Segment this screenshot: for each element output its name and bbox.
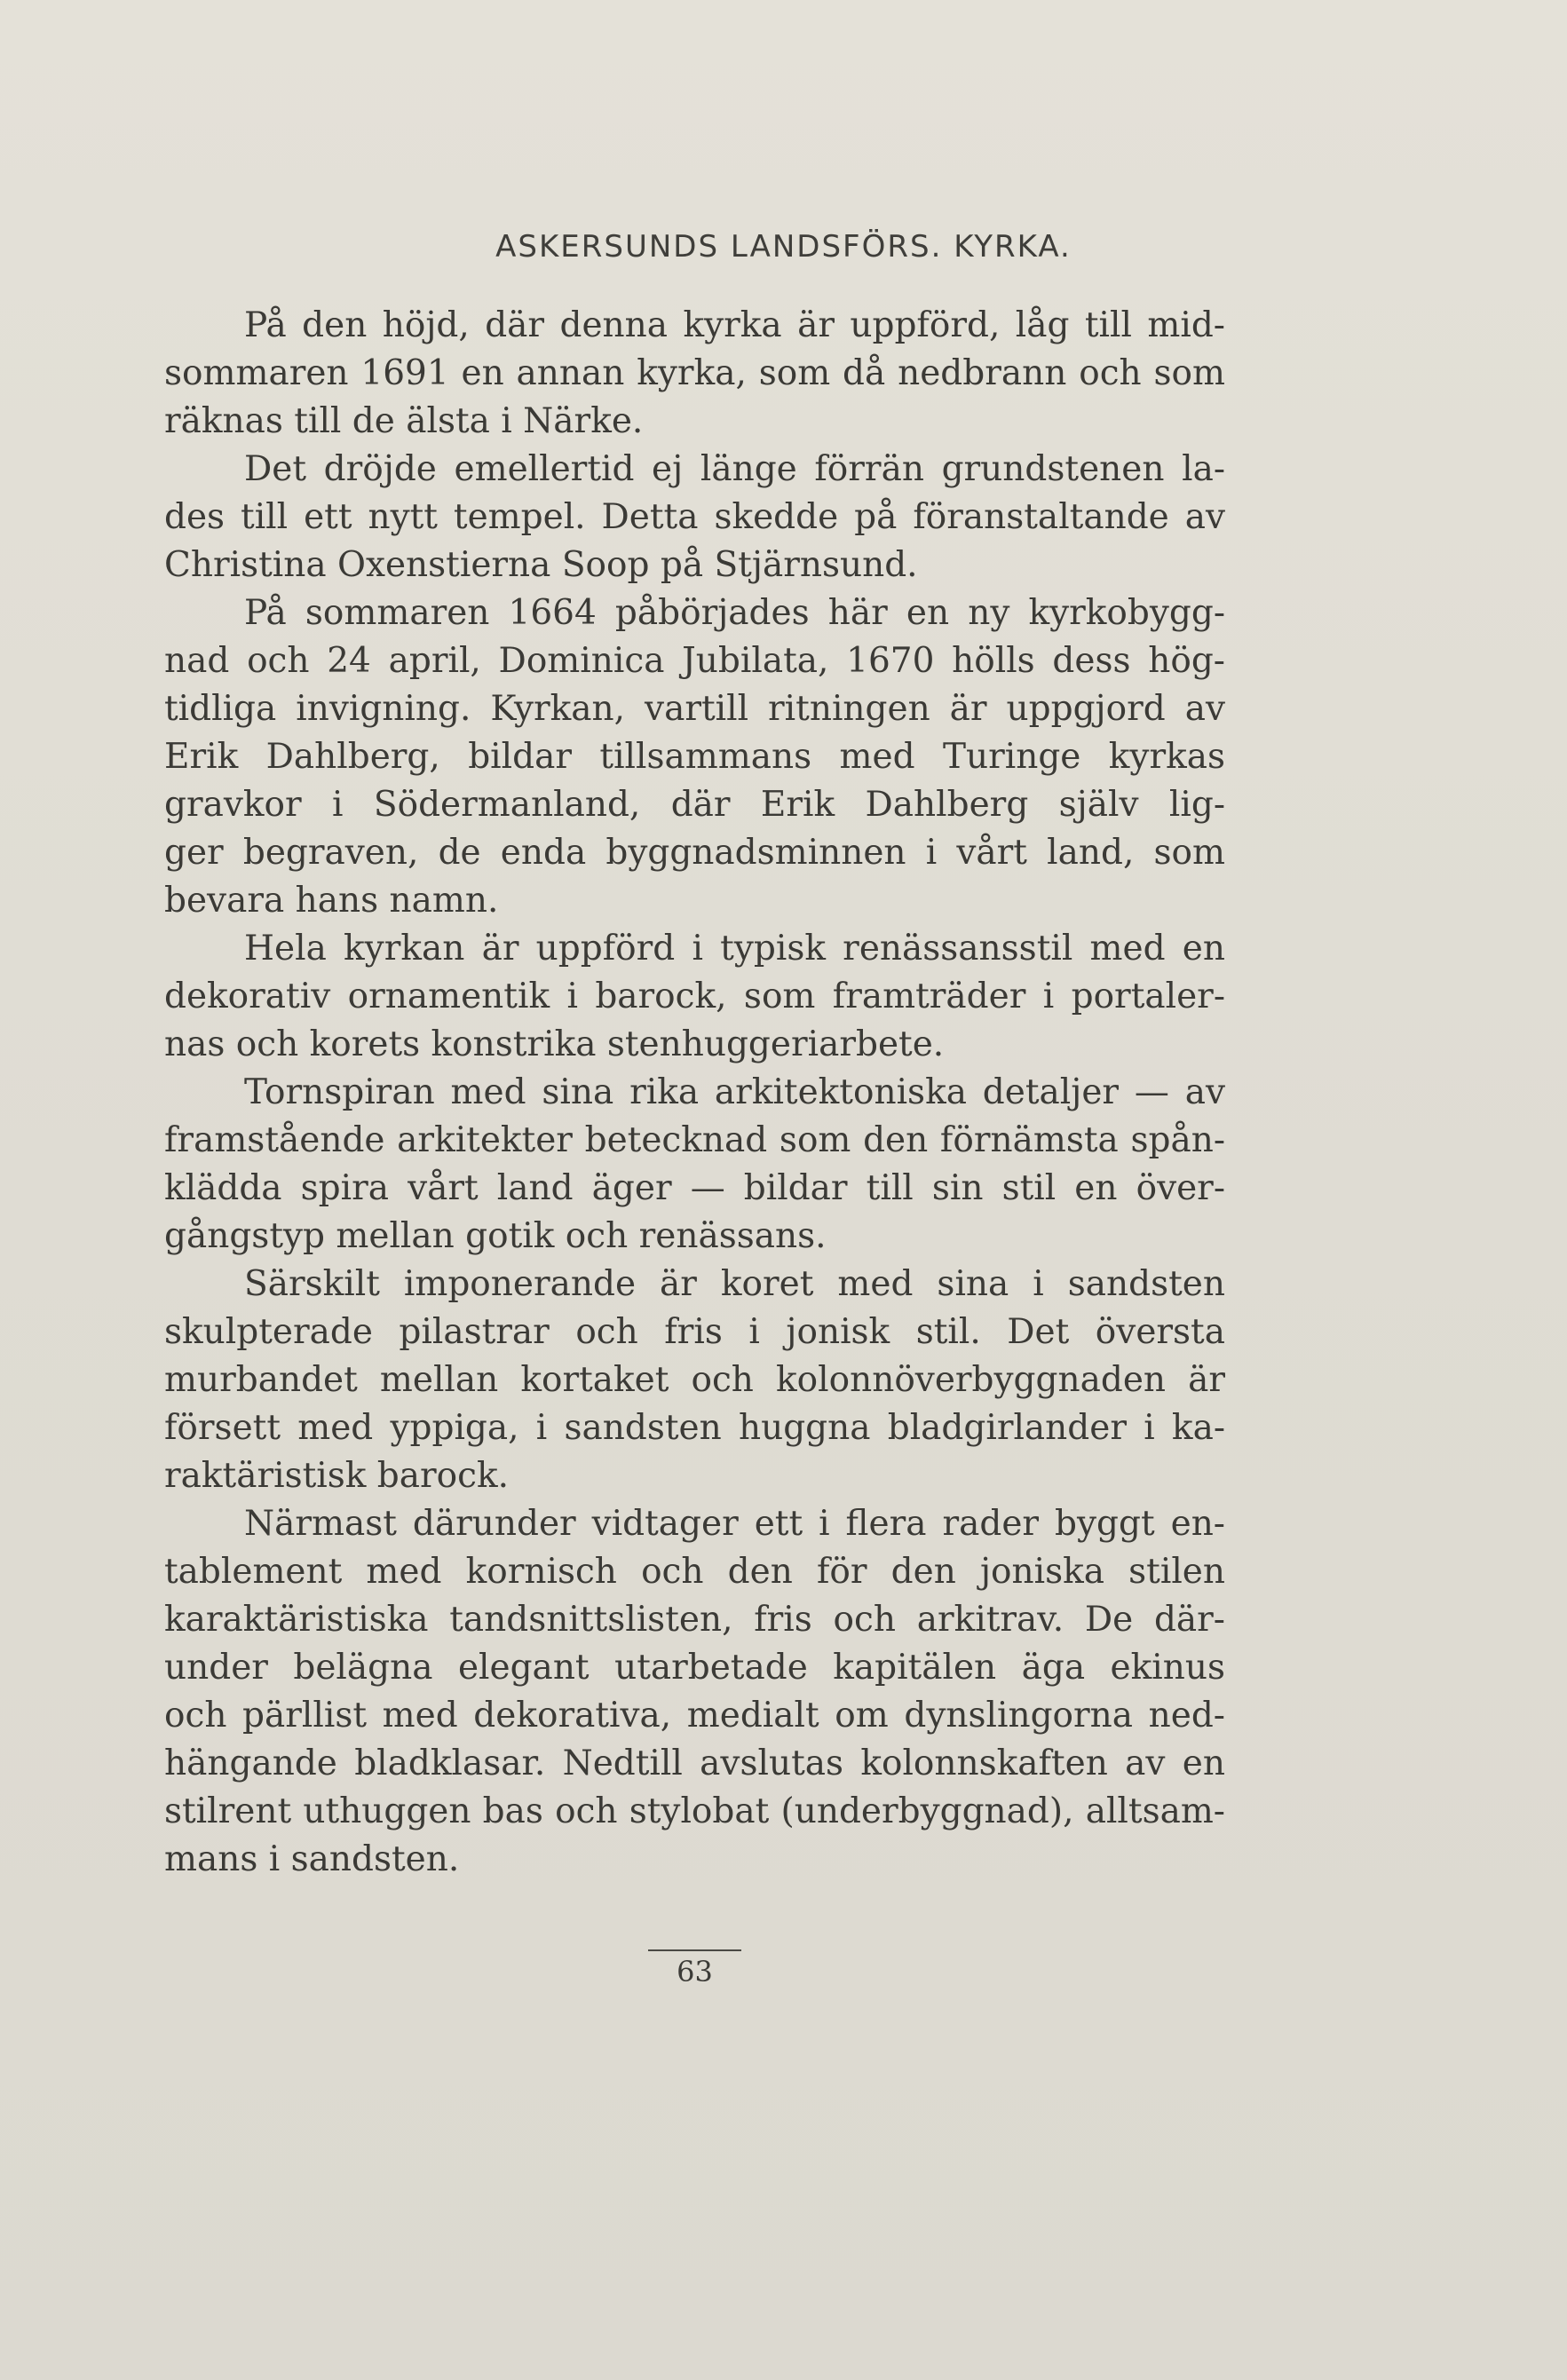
text-line: Hela kyrkan är uppförd i typisk renässansstil med en: [244, 929, 1225, 969]
text-line: gravkor i Södermanland, där Erik Dahlberg själv lig-: [164, 785, 1225, 825]
text-line: dekorativ ornamentik i barock, som framträder i portaler-: [164, 977, 1225, 1016]
text-line: Det dröjde emellertid ej länge förrän grundstenen la-: [244, 449, 1225, 489]
text-line: räknas till de älsta i Närke.: [164, 401, 644, 441]
text-line: tidliga invigning. Kyrkan, vartill ritningen är uppgjord av: [164, 689, 1225, 729]
text-line: under belägna elegant utarbetade kapitälen äga ekinus: [164, 1648, 1225, 1688]
running-header: ASKERSUNDS LANDSFÖRS. KYRKA.: [495, 229, 1072, 265]
body-text: [164, 302, 1225, 1884]
text-line: klädda spira vårt land äger — bildar till sin stil en över-: [164, 1168, 1225, 1208]
text-line: bevara hans namn.: [164, 881, 499, 921]
text-line: Särskilt imponerande är koret med sina i sandsten: [244, 1264, 1225, 1304]
text-line: På sommaren 1664 påbörjades här en ny kyrkobygg-: [244, 593, 1225, 633]
text-line: stilrent uthuggen bas och stylobat (underbyggnad), alltsam-: [164, 1791, 1225, 1831]
text-line: nas och korets konstrika stenhuggeriarbete.: [164, 1024, 945, 1064]
text-line: hängande bladklasar. Nedtill avslutas kolonnskaften av en: [164, 1743, 1225, 1783]
page-number: 63: [677, 1955, 713, 1989]
text-line: karaktäristiska tandsnittslisten, fris och arkitrav. De där-: [164, 1600, 1225, 1640]
text-line: försett med yppiga, i sandsten huggna bladgirlander i ka-: [164, 1408, 1225, 1448]
paragraph: [164, 925, 1225, 1069]
page-number-rule: [648, 1949, 741, 1951]
text-line: ger begraven, de enda byggnadsminnen i vårt land, som: [164, 833, 1225, 873]
text-line: des till ett nytt tempel. Detta skedde på föranstaltande av: [164, 497, 1225, 537]
text-line: mans i sandsten.: [164, 1839, 460, 1879]
text-line: raktäristisk barock.: [164, 1456, 509, 1496]
paragraph: [164, 1500, 1225, 1884]
text-line: tablement med kornisch och den för den joniska stilen: [164, 1552, 1225, 1592]
text-line: murbandet mellan kortaket och kolonnöverbyggnaden är: [164, 1360, 1225, 1400]
paragraph: [164, 446, 1225, 589]
text-line: och pärllist med dekorativa, medialt om dynslingorna ned-: [164, 1696, 1225, 1736]
text-line: Erik Dahlberg, bildar tillsammans med Turinge kyrkas: [164, 737, 1225, 777]
text-line: Tornspiran med sina rika arkitektoniska detaljer — av: [244, 1072, 1225, 1112]
text-line: skulpterade pilastrar och fris i jonisk stil. Det översta: [164, 1312, 1225, 1352]
paragraph: [164, 1069, 1225, 1261]
text-line: Christina Oxenstierna Soop på Stjärnsund.: [164, 545, 918, 585]
paragraph: [164, 1261, 1225, 1500]
paragraph: [164, 302, 1225, 446]
text-line: På den höjd, där denna kyrka är uppförd, låg till mid-: [244, 305, 1225, 345]
paragraph: [164, 589, 1225, 925]
text-line: nad och 24 april, Dominica Jubilata, 1670 hölls dess hög-: [164, 641, 1225, 681]
text-line: sommaren 1691 en annan kyrka, som då nedbrann och som: [164, 353, 1225, 393]
text-line: gångstyp mellan gotik och renässans.: [164, 1216, 827, 1256]
text-line: framstående arkitekter betecknad som den förnämsta spån-: [164, 1120, 1225, 1160]
text-line: Närmast därunder vidtager ett i flera rader byggt en-: [244, 1504, 1225, 1544]
